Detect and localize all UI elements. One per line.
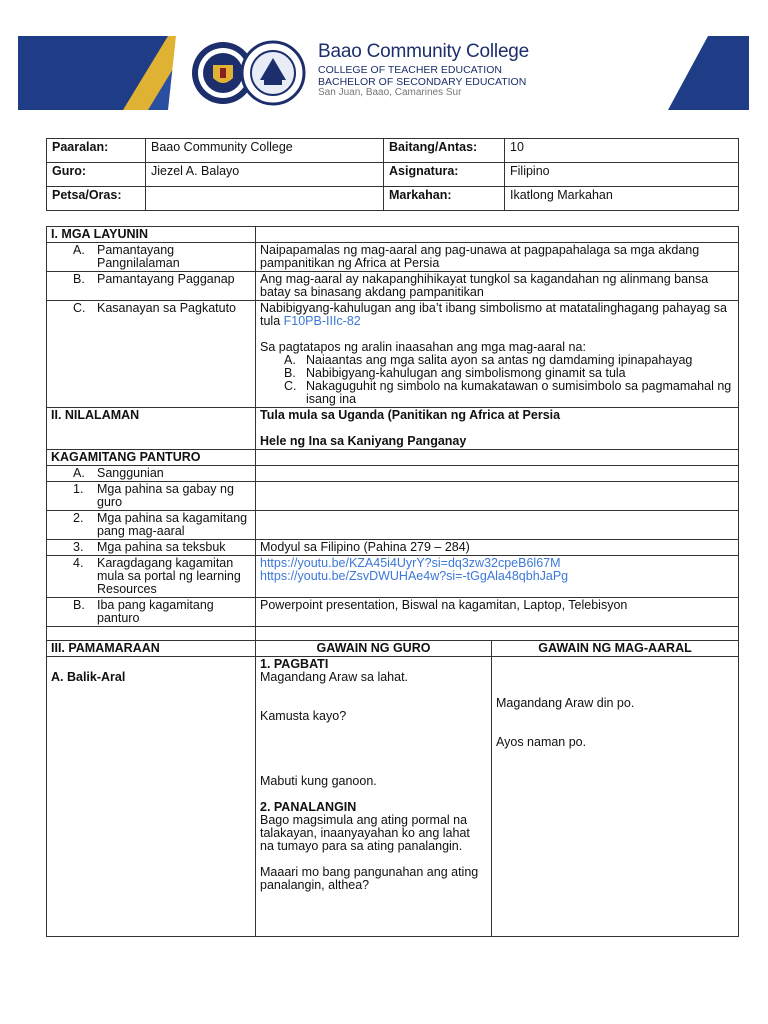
sanggunian-item-value xyxy=(256,482,739,511)
item-label: Pamantayang Pangnilalaman xyxy=(97,243,180,270)
balik-aral-label: A. Balik-Aral xyxy=(47,657,256,937)
kagamitan-heading-row xyxy=(47,450,739,466)
markahan-value: Ikatlong Markahan xyxy=(505,187,739,211)
sanggunian-item-label xyxy=(47,482,256,511)
empty-cell xyxy=(256,227,739,243)
college-heading xyxy=(318,42,529,98)
item-label: Mga pahina sa kagamitang pang mag-aaral xyxy=(97,511,248,538)
asignatura-label: Asignatura: xyxy=(384,163,505,187)
sanggunian-label xyxy=(47,466,256,482)
markahan-label: Markahan: xyxy=(384,187,505,211)
nilalaman-heading: II. NILALAMAN xyxy=(47,408,256,450)
kasanayan-cell xyxy=(256,301,739,408)
nilalaman-line1: Tula mula sa Uganda (Panitikan ng Africa at Persia xyxy=(260,408,561,422)
layunin-heading-row xyxy=(47,227,739,243)
teacher-education-seal-logo xyxy=(240,40,306,106)
table-row xyxy=(47,466,739,482)
college-department: COLLEGE OF TEACHER EDUCATION xyxy=(318,64,502,76)
item-label: Mga pahina sa gabay ng guro xyxy=(97,482,234,509)
kagamitan-items xyxy=(47,482,739,556)
table-row xyxy=(47,540,739,556)
pamantayang-pangnilalaman-label xyxy=(47,243,256,272)
table-row xyxy=(47,301,739,408)
kagamitan-heading: KAGAMITANG PANTURO xyxy=(47,450,256,466)
table-row xyxy=(47,272,739,301)
balik-aral-row xyxy=(47,657,739,937)
empty-cell xyxy=(256,466,739,482)
gawain-mag-aaral-cell xyxy=(492,657,739,937)
item-label: Sanggunian xyxy=(97,466,164,480)
sanggunian-item-label xyxy=(47,540,256,556)
empty-cell xyxy=(47,627,256,641)
item-label: Karagdagang kagamitan mula sa portal ng learning Resources xyxy=(97,556,241,596)
petsa-value xyxy=(146,187,384,211)
header-banner xyxy=(18,36,749,110)
panalangin-heading: 2. PANALANGIN xyxy=(260,800,357,814)
layunin-heading: I. MGA LAYUNIN xyxy=(47,227,256,243)
pamamaraan-heading: III. PAMAMARAAN xyxy=(47,641,256,657)
lesson-plan-table xyxy=(46,226,739,937)
empty-cell xyxy=(256,627,739,641)
paaralan-value: Baao Community College xyxy=(146,139,384,163)
item-label: Kasanayan sa Pagkatuto xyxy=(97,301,236,315)
gawain-guro-header: GAWAIN NG GURO xyxy=(256,641,492,657)
spacer-row xyxy=(47,627,739,641)
item-key: 4. xyxy=(73,556,84,570)
info-row xyxy=(47,139,739,163)
sanggunian-item-label xyxy=(47,511,256,540)
item-key: 1. xyxy=(73,482,84,496)
item-key: A. xyxy=(73,243,85,257)
nilalaman-cell xyxy=(256,408,739,450)
item-key: 2. xyxy=(73,511,84,525)
college-address: San Juan, Baao, Camarines Sur xyxy=(318,87,462,98)
asignatura-value: Filipino xyxy=(505,163,739,187)
objectives-list xyxy=(260,354,734,406)
objectives-intro: Sa pagtatapos ng aralin inaasahan ang mga mag-aaral na: xyxy=(260,340,586,354)
objective-key: A. xyxy=(284,353,296,367)
competency-code: F10PB-IIIc-82 xyxy=(283,314,361,328)
links-cell xyxy=(256,556,739,598)
objective-key: C. xyxy=(284,379,297,393)
karagdagang-kagamitan-label xyxy=(47,556,256,598)
mag-aaral-greeting: Magandang Araw din po. xyxy=(496,696,635,710)
objective-text: Nabibigyang-kahulugan ang simbolismong ginamit sa tula xyxy=(306,366,626,380)
item-label: Iba pang kagamitang panturo xyxy=(97,598,214,625)
pamamaraan-heading-row xyxy=(47,641,739,657)
iba-pang-kagamitan-value: Powerpoint presentation, Biswal na kagamitan, Laptop, Telebisyon xyxy=(256,598,739,627)
guro-label: Guro: xyxy=(47,163,146,187)
guro-panalangin-request: Maaari mo bang pangunahan ang ating panalangin, althea? xyxy=(260,865,479,892)
item-key: A. xyxy=(73,466,85,480)
college-name: Baao Community College xyxy=(318,41,530,62)
guro-mabuti: Mabuti kung ganoon. xyxy=(260,774,377,788)
kasanayan-description: Nabibigyang-kahulugan ang iba’t ibang simbolismo at matatalinghagang pahayag sa tula xyxy=(260,301,727,328)
objective-text: Nakaguguhit ng simbolo na kumakatawan o sumisimbolo sa pagmamahal ng isang ina xyxy=(306,379,732,406)
gawain-guro-cell xyxy=(256,657,492,937)
table-row xyxy=(47,511,739,540)
objective-item xyxy=(260,380,734,406)
pamantayang-pagganap-text: Ang mag-aaral ay nakapanghihikayat tungkol sa kagandahan ng alinmang bansa batay sa binasang akdang pampanitikan xyxy=(256,272,739,301)
info-row xyxy=(47,187,739,211)
table-row xyxy=(47,556,739,598)
item-key: C. xyxy=(73,301,86,315)
college-program: BACHELOR OF SECONDARY EDUCATION xyxy=(318,75,527,88)
baitang-label: Baitang/Antas: xyxy=(384,139,505,163)
kasanayan-text xyxy=(260,302,734,328)
petsa-label: Petsa/Oras: xyxy=(47,187,146,211)
kasanayan-label xyxy=(47,301,256,408)
sanggunian-item-value xyxy=(256,511,739,540)
youtube-link-2[interactable]: https://youtu.be/ZsvDWUHAe4w?si=-tGgAla48qbhJaPg xyxy=(260,569,569,583)
info-row xyxy=(47,163,739,187)
guro-kamusta: Kamusta kayo? xyxy=(260,709,347,723)
pagbati-heading: 1. PAGBATI xyxy=(260,657,329,671)
objective-text: Naiaantas ang mga salita ayon sa antas ng damdaming ipinapahayag xyxy=(306,353,693,367)
item-label: Mga pahina sa teksbuk xyxy=(97,540,226,554)
youtube-link-1[interactable]: https://youtu.be/KZA45i4UyrY?si=dq3zw32cpeB6l67M xyxy=(260,556,561,570)
sanggunian-item-value: Modyul sa Filipino (Pahina 279 – 284) xyxy=(256,540,739,556)
pamantayang-pagganap-label xyxy=(47,272,256,301)
paaralan-label: Paaralan: xyxy=(47,139,146,163)
table-row xyxy=(47,598,739,627)
guro-panalangin-intro: Bago magsimula ang ating pormal na talakayan, inaanyayahan ko ang lahat na tumayo para sa ating panalangin. xyxy=(260,813,470,853)
item-label: Pamantayang Pagganap xyxy=(97,272,235,286)
item-key: B. xyxy=(73,598,85,612)
nilalaman-row xyxy=(47,408,739,450)
table-row xyxy=(47,243,739,272)
item-key: 3. xyxy=(73,540,84,554)
info-table xyxy=(46,138,739,211)
objective-key: B. xyxy=(284,366,296,380)
guro-value: Jiezel A. Balayo xyxy=(146,163,384,187)
table-row xyxy=(47,482,739,511)
baitang-value: 10 xyxy=(505,139,739,163)
guro-greeting: Magandang Araw sa lahat. xyxy=(260,670,409,684)
iba-pang-kagamitan-label xyxy=(47,598,256,627)
pamantayang-pangnilalaman-text: Naipapamalas ng mag-aaral ang pag-unawa at pagpapahalaga sa mga akdang pampanitikan ng Africa at Persia xyxy=(256,243,739,272)
empty-cell xyxy=(256,450,739,466)
item-key: B. xyxy=(73,272,85,286)
gawain-mag-aaral-header: GAWAIN NG MAG-AARAL xyxy=(492,641,739,657)
nilalaman-line2: Hele ng Ina sa Kaniyang Panganay xyxy=(260,434,467,448)
mag-aaral-response: Ayos naman po. xyxy=(496,735,587,749)
